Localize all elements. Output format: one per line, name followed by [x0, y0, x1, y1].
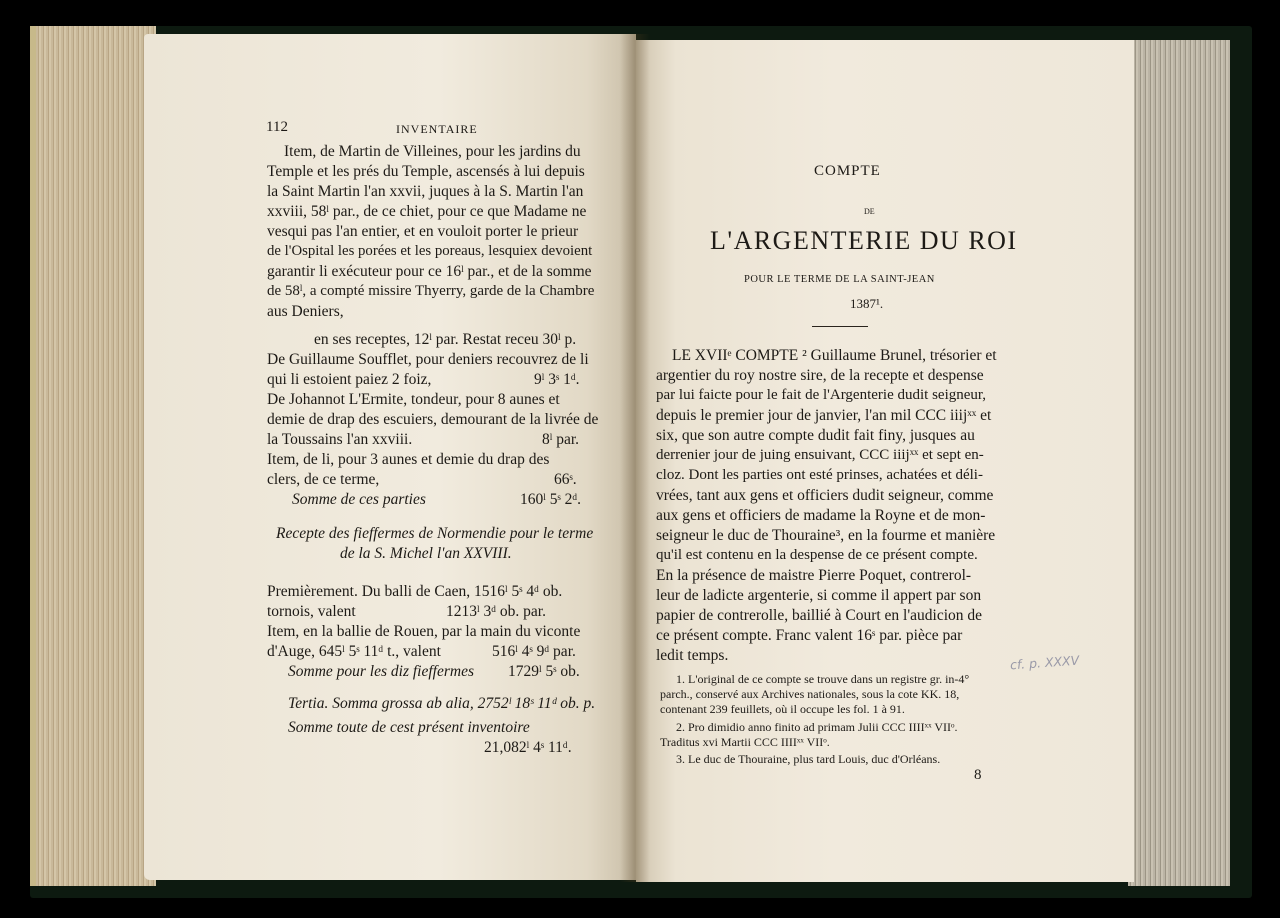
title-de: DE — [864, 207, 875, 216]
subtitle: POUR LE TERME DE LA SAINT-JEAN — [744, 274, 935, 285]
separator-rule — [812, 326, 868, 327]
section-heading: de la S. Michel l'an XXVIII. — [340, 545, 512, 562]
footnote: 1. L'original de ce compte se trouve dans un registre gr. in-4° — [676, 672, 970, 686]
footnote: parch., conservé aux Archives nationales, sous la cote KK. 18, — [660, 687, 960, 701]
main-title: L'ARGENTERIE DU ROI — [710, 226, 1018, 255]
body-line: derrenier jour de juing ensuivant, CCC iiijˣˣ et sept en- — [656, 447, 984, 463]
body-line: cloz. Dont les parties ont esté prinses, achatées et déli- — [656, 467, 983, 483]
body-line: En la présence de maistre Pierre Poquet, contrerol- — [656, 567, 972, 584]
amount: 1213ˡ 3ᵈ ob. par. — [446, 603, 546, 620]
text-line: xxviii, 58ˡ par., de ce chiet, pour ce que Madame ne — [267, 203, 587, 220]
text-line: de 58ˡ, a compté missire Thyerry, garde de la Chambre — [267, 283, 595, 299]
text-line: qui li estoient paiez 2 foiz, — [267, 371, 432, 388]
text-line: Item, en la ballie de Rouen, par la main du viconte — [267, 623, 581, 640]
year: 1387¹. — [850, 296, 884, 311]
right-page-edges — [1128, 40, 1230, 886]
text-line: vesqui pas l'an entier, et en vouloit porter le prieur — [267, 223, 579, 240]
amount: 160ˡ 5ˢ 2ᵈ. — [520, 491, 582, 508]
subtotal-label: Somme de ces parties — [292, 491, 426, 508]
text-line: Item, de Martin de Villeines, pour les jardins du — [284, 143, 581, 160]
amount: 516ˡ 4ˢ 9ᵈ par. — [492, 643, 576, 660]
total-label: Somme toute de cest présent inventoire — [288, 719, 530, 736]
title-compte: COMPTE — [814, 163, 881, 179]
footnote: Traditus xvi Martii CCC IIIIˣˣ VIIᵒ. — [660, 735, 830, 749]
footnote: contenant 239 feuillets, où il occupe les fol. 1 à 91. — [660, 702, 905, 716]
summary-line: Tertia. Somma grossa ab alia, 2752ˡ 18ˢ 11ᵈ ob. p. — [288, 695, 596, 712]
subtotal-label: Somme pour les diz fieffermes — [288, 663, 474, 680]
pencil-margin-note: cf. p. XXXV — [1009, 652, 1080, 673]
text-line: en ses receptes, 12ˡ par. Restat receu 30ˡ p. — [314, 331, 577, 348]
body-line: argentier du roy nostre sire, de la recepte et despense — [656, 367, 984, 384]
right-page — [636, 40, 1134, 882]
amount: 66ˢ. — [554, 471, 577, 488]
body-line: qu'il est contenu en la despense de ce présent compte. — [656, 547, 978, 563]
body-line: par lui faicte pour le fait de l'Argenterie dudit seigneur, — [656, 387, 987, 403]
amount: 8ˡ par. — [542, 431, 580, 448]
book-gutter — [620, 34, 650, 882]
text-line: clers, de ce terme, — [267, 471, 380, 488]
body-line: ce présent compte. Franc valent 16ˢ par. pièce par — [656, 627, 963, 644]
body-line: seigneur le duc de Thouraine³, en la fourme et manière — [656, 527, 996, 544]
body-line: papier de contrerolle, baillié à Court en l'audicion de — [656, 607, 983, 624]
text-line: De Johannot L'Ermite, tondeur, pour 8 aunes et — [267, 391, 560, 408]
text-line: aus Deniers, — [267, 303, 344, 320]
footnote: 2. Pro dimidio anno finito ad primam Julii CCC IIIIˣˣ VIIᵒ. — [676, 720, 958, 734]
running-head: INVENTAIRE — [396, 122, 478, 136]
body-line: leur de ladicte argenterie, si comme il appert par son — [656, 587, 982, 604]
text-line: la Toussains l'an xxviii. — [267, 431, 413, 448]
grand-total: 21,082ˡ 4ˢ 11ᵈ. — [484, 739, 572, 756]
text-line: garantir li exécuteur pour ce 16ˡ par., et de la somme — [267, 263, 592, 280]
left-page — [144, 34, 636, 880]
body-line: LE XVIIᵉ COMPTE ² Guillaume Brunel, trésorier et — [672, 347, 997, 364]
text-line: d'Auge, 645ˡ 5ˢ 11ᵈ t., valent — [267, 643, 441, 660]
text-line: Temple et les prés du Temple, ascensés à lui depuis — [267, 163, 585, 180]
body-line: ledit temps. — [656, 647, 729, 664]
text-line: tornois, valent — [267, 603, 356, 620]
left-page-edges — [30, 26, 156, 886]
amount: 1729ˡ 5ˢ ob. — [508, 663, 580, 680]
page-number: 112 — [266, 119, 288, 135]
body-line: vrées, tant aux gens et officiers dudit seigneur, comme — [656, 487, 994, 504]
section-heading: Recepte des fieffermes de Normendie pour le terme — [276, 525, 594, 542]
body-line: depuis le premier jour de janvier, l'an mil CCC iiijˣˣ et — [656, 407, 992, 424]
text-line: la Saint Martin l'an xxvii, juques à la S. Martin l'an — [267, 183, 584, 200]
signature-mark: 8 — [974, 767, 982, 783]
text-line: de l'Ospital les porées et les poreaus, lesquiex devoient — [267, 243, 593, 259]
body-line: six, que son autre compte dudit fait finy, jusques au — [656, 427, 975, 444]
amount: 9ˡ 3ˢ 1ᵈ. — [534, 371, 580, 388]
text-line: demie de drap des escuiers, demourant de la livrée de — [267, 411, 599, 428]
text-line: De Guillaume Soufflet, pour deniers recouvrez de li — [267, 351, 589, 368]
footnote: 3. Le duc de Thouraine, plus tard Louis, duc d'Orléans. — [676, 752, 941, 766]
body-line: aux gens et officiers de madame la Royne et de mon- — [656, 507, 986, 524]
text-line: Item, de li, pour 3 aunes et demie du drap des — [267, 451, 550, 468]
text-line: Premièrement. Du balli de Caen, 1516ˡ 5ˢ 4ᵈ ob. — [267, 583, 563, 600]
